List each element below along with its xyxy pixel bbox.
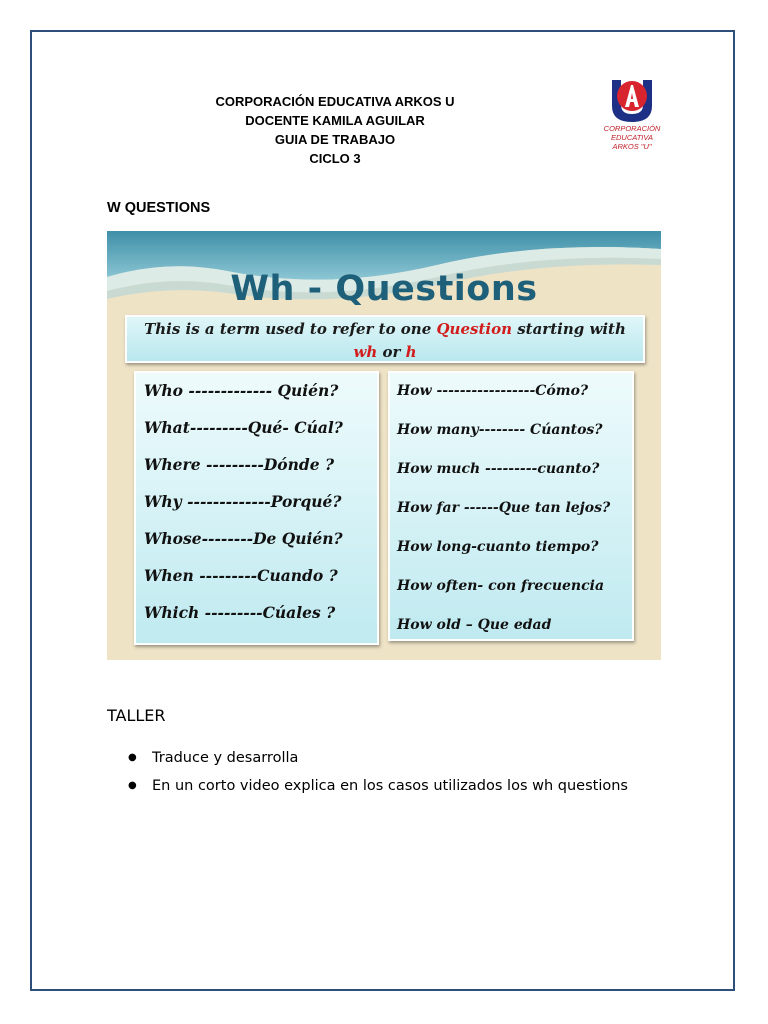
list-item: Which ---------Cúales ? xyxy=(144,603,336,622)
header-guide: GUIA DE TRABAJO xyxy=(274,132,396,147)
taller-task-item: ● En un corto video explica en los casos utilizados los wh questions xyxy=(128,772,648,800)
definition-line1 xyxy=(127,318,643,341)
logo-caption-line1: CORPORACIÓN EDUCATIVA xyxy=(603,124,661,142)
list-item: Who ------------- Quién? xyxy=(144,381,339,400)
definition-highlight: Question xyxy=(436,320,512,338)
list-item: Whose--------De Quién? xyxy=(144,529,343,548)
header-institution: CORPORACIÓN EDUCATIVA ARKOS U xyxy=(215,94,455,109)
list-item: How many-------- Cúantos? xyxy=(397,422,603,438)
definition-box xyxy=(125,315,645,363)
taller-task-list xyxy=(128,744,648,800)
list-item: How -----------------Cómo? xyxy=(397,383,589,399)
definition-text: This is a term used to refer to one xyxy=(144,320,437,338)
definition-wh: wh xyxy=(353,343,378,361)
definition-line2 xyxy=(127,341,643,364)
definition-or: or xyxy=(377,343,406,361)
header-cycle: CICLO 3 xyxy=(309,151,361,166)
document-header xyxy=(200,92,470,168)
list-item: How far ------Que tan lejos? xyxy=(397,500,611,516)
left-word-list xyxy=(134,371,379,645)
list-item: Why -------------Porqué? xyxy=(144,492,342,511)
definition-text-end: starting with xyxy=(511,320,626,338)
list-item: How often- con frecuencia xyxy=(397,578,605,594)
institution-logo xyxy=(585,76,679,166)
list-item: What---------Qué- Cúal? xyxy=(144,418,343,437)
right-word-list xyxy=(388,371,634,641)
list-item: Where ---------Dónde ? xyxy=(144,455,335,474)
section-title: W QUESTIONS xyxy=(107,200,211,216)
wh-questions-poster xyxy=(107,231,661,660)
poster-heading: Wh - Questions xyxy=(230,269,538,309)
logo-caption xyxy=(585,124,679,151)
header-teacher: DOCENTE KAMILA AGUILAR xyxy=(245,113,425,128)
list-item: How much ---------cuanto? xyxy=(397,461,600,477)
definition-h: h xyxy=(405,343,417,361)
taller-title: TALLER xyxy=(107,706,166,725)
list-item: How old – Que edad xyxy=(397,617,552,633)
list-item: When ---------Cuando ? xyxy=(144,566,338,585)
list-item: How long-cuanto tiempo? xyxy=(397,539,599,555)
taller-task-item: ● Traduce y desarrolla xyxy=(128,744,648,772)
logo-caption-line2: ARKOS "U" xyxy=(612,142,652,151)
